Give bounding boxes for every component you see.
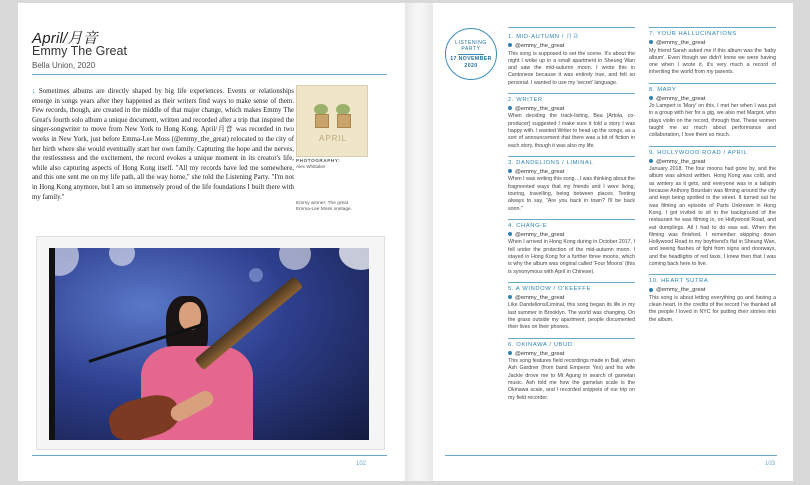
track-entry [508,93,635,150]
photo-caption: Emmy winner: The great Emma-Lee Moss onstage. [296,201,352,213]
left-page [18,3,405,481]
body-paragraph: Sometimes albums are directly shaped by big life experiences. Events or relationships emerge in songs years after they happened as their writers find ways to make sense of them. Few records, though, are created in the middle of that major change, which makes Emmy The Great's fourth solo album a unique document, written and recorded after a trip that inspired the singer-songwriter to move from New York to Hong Kong. April/月音 was recorded in two weeks in New York, just before Emma-Lee Moss (@emmy_the_great) relocated to the city of her birth where she would eventually start her own family. Capturing the hope and the nerves, the restlessness and the excitement, the record evokes a unique moment in its creator's life, while also capturing aspects of Hong Kong itself. "All my records have led me somewhere, and this one sent me on my life path, all the way home," she told the Listening Party. "I'm not in Hong Kong anymore, but I am so immensely proud of the life foundations I built there with my family." [32,88,294,201]
track-text: January 2018. The four moons had gone by, and the album was almost written. Hong Kong was cold, and as wintery as it gets, and everyone was in a tailspin because Anthony Bourdain was filming around the city and kept being spotted in the street. It turned out he was filming an episode of Parts Unknown in Hong Kong. I got invited to sit in the background of the restaurant he was filming in, on Hollywood Road, and eat dumplings. All I had to do was eat. When the filming was finished, I remember skipping down Hollywood Road to my boyfriend's flat in Sheung Wan, and seeing flashes of light from signs and doorways, and the headlights of red taxis. I knew then that I was coming back here to live. [649,166,776,268]
right-page [433,3,793,481]
twitter-bullet-icon [649,40,653,44]
track-handle: @emmy_the_great [515,294,565,301]
track-heading: 2. WRITER [508,93,635,103]
photo-credit-label: PHOTOGRAPHY: [296,158,341,163]
track-handle: @emmy_the_great [515,231,565,238]
track-text: My friend Sarah asked me if this album was the 'baby album'. Even though we didn't know we were having one when I wrote it, it's very much a record of inheriting the world from my parents. [649,47,776,76]
track-entry [508,338,635,402]
photo-credit-name: Alex Whittaker [296,164,326,169]
track-heading: 3. DANDELIONS / LIMINAL [508,156,635,166]
concert-photo [49,248,369,440]
twitter-bullet-icon [649,96,653,100]
track-text: When deciding the track-listing, Bea [Artola, co-producer] suggested I make sure it told a story I was happy with. I wanted Writer to head up the songs, as a sort of announcement that there was a bit of fiction in each story, though it was also my life. [508,113,635,149]
twitter-bullet-icon [508,351,512,355]
track-handle: @emmy_the_great [656,40,706,46]
track-text: This song is supposed to set the scene. It's about the night I woke up in a small apartment in Sheung Wan and saw the mid-autumn moon. I wrote this in Cantonese because it was entirely true, and felt so personal. I wanted to use my 'secret' language. [508,50,635,86]
header-rule [32,74,387,75]
track-text: This song is about letting everything go and having a clean heart. In the credits of the record I've thanked all the people I loved in NYC for putting their stories into the album. [649,294,776,323]
track-text: This song features field recordings made in Bali, when Ash Gardner (from band Emperor Yes) and his wife Jackie drove me to Mt Agung in search of gamelan music. Ash told me how the gamelan scale is the Okinawa scale, and I recorded snippets of our trip on my field recorder. [508,358,635,401]
track-handle: @emmy_the_great [656,95,706,102]
track-text: Jo Lampert is 'Mary' on this. I met her when I was put in a group with her for a gig, we also met Margot, who plays violin on the record, through that. These women taught me so much about performance and collaboration, I love them so much. [649,103,776,139]
twitter-bullet-icon [508,106,512,110]
track-handle: @emmy_the_great [515,105,565,112]
track-text: When I arrived in Hong Kong during in October 2017, I fell under the protection of the mid-autumn moon. I stayed in Hong Kong for a further three moons, which is why the album was original called 'Four Moons' (this is synonymous with April in Chinese). [508,239,635,275]
track-handle: @emmy_the_great [656,158,706,165]
track-heading: 10. HEART SUTRA [649,274,776,284]
artist-name: Emmy The Great [32,44,127,58]
track-handle: @emmy_the_great [656,287,706,294]
body-text [32,87,294,202]
page-number-right: 103 [765,461,776,467]
track-heading: 6. OKINAWA / UBUD [508,338,635,348]
twitter-bullet-icon [508,169,512,173]
track-entry [508,282,635,332]
album-title: April/月音 [32,30,98,47]
photo-credit [296,158,340,170]
track-heading: 1. MID-AUTUMN / 月音 [508,27,635,40]
track-heading: 5. A WINDOW / O'KEEFFE [508,282,635,292]
track-handle: @emmy_the_great [515,43,565,49]
track-heading: 7. YOUR HALLUCINATIONS [649,27,776,37]
track-text: When I was writing this song…I was thinking about the fragmented ways that my friends and I were living, touring, travelling, being between places. Texting always to say, "Are you back in town? I'll be back soon." [508,176,635,212]
track-entry [508,219,635,276]
track-entry [649,146,776,269]
track-heading: 9. HOLLYWOOD ROAD / APRIL [649,146,776,156]
track-entry [649,27,776,77]
track-entry [508,27,635,87]
twitter-bullet-icon [508,232,512,236]
page-number-left: 102 [356,461,367,467]
badge-line1: LISTENING [455,40,487,46]
listening-party-badge [445,28,497,80]
twitter-bullet-icon [508,43,512,47]
album-cover-thumbnail [296,85,368,157]
track-entry [508,156,635,213]
plant-icon [335,104,351,126]
cover-word: APRIL [319,134,348,143]
concert-photo-frame [36,236,385,450]
badge-date1: 17 NOVEMBER [450,56,492,62]
track-handle: @emmy_the_great [515,350,565,357]
arrow-down-icon: ↓ [32,88,36,95]
badge-line2: PARTY [461,46,481,52]
track-text: Like Dandelions/Liminal, this song began its life in my last summer in Brooklyn. The world was changing. On the grass outside my apartment, people documented their lives on their phones. [508,302,635,331]
track-entry [649,274,776,324]
plant-icon [313,104,329,126]
footer-rule [445,455,777,456]
twitter-bullet-icon [508,295,512,299]
twitter-bullet-icon [649,159,653,163]
label-year: Bella Union, 2020 [32,61,96,70]
track-handle: @emmy_the_great [515,168,565,175]
book-gutter [405,3,433,481]
twitter-bullet-icon [649,288,653,292]
track-heading: 8. MARY [649,83,776,93]
track-entry [649,83,776,140]
footer-rule [32,455,387,456]
track-column-2 [649,27,776,330]
badge-date2: 2020 [464,62,478,69]
track-column-1 [508,27,635,408]
track-heading: 4. CHANG-E [508,219,635,229]
